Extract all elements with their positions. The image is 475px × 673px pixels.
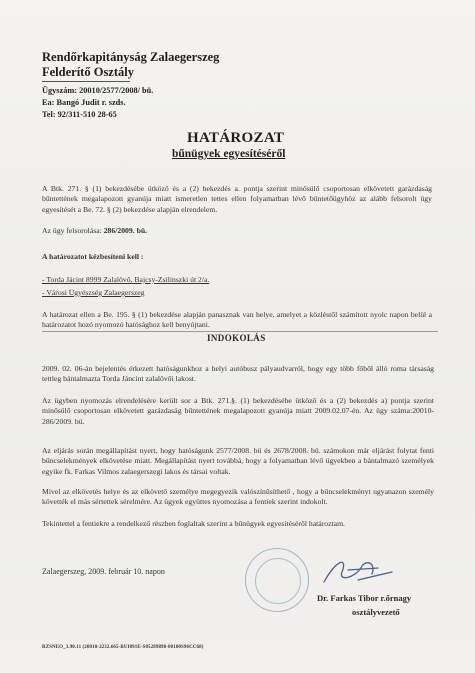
phone-number: Tel: 92/311-510 28-65 bbox=[42, 110, 117, 119]
recipient-2: - Városi Ügyészség Zalaegerszeg bbox=[42, 288, 145, 297]
intro-paragraph: A Btk. 271. § (1) bekezdésébe ütköző és a (2) bekezdés a. pontja szerint minősülő csoportosan elkövetett garázdaság bűntettének megalapozott gyanúja miatt ismeretlen tettes ellen folyamatban lévő büntetőügyhöz az alább felsorolt ügy egyesítését a Be. 72. § (2) bekezdése alapján elrendelem. bbox=[42, 184, 432, 214]
org-name: Rendőrkapitányság Zalaegerszeg bbox=[42, 50, 220, 64]
case-list-value: 286/2009. bü. bbox=[103, 226, 148, 235]
reason-paragraph-5: Tekintettel a fentiekre a rendelkező részben foglaltak szerint a bűnügyek egyesítéséről határoztam. bbox=[42, 519, 345, 528]
signer-role: osztályvezető bbox=[352, 607, 400, 617]
delivery-heading: A határozatot kézbesíteni kell : bbox=[42, 252, 144, 261]
section-divider bbox=[42, 331, 438, 332]
department-name: Felderítő Osztály bbox=[42, 65, 134, 79]
reason-paragraph-2: Az ügyben nyomozás elrendelésére került sor a Btk. 271.§. (1) bekezdésébe ütköző és a (2) bekezdés a) pontja szerint minősülő csoportosan elkövetett garázdaság bűntettének megalapozott gyanúja miatt 2009.02.07-én. Az ügy száma:20010-286/2009. bü. bbox=[42, 396, 434, 426]
appeal-paragraph: A határozat ellen a Be. 195. § (1) bekezdése alapján panasznak van helye, amelyet a közléstől számított nyolc napon belül a határozatot hozó nyomozó hatósághoz kell benyújtani. bbox=[42, 310, 432, 330]
handler: Ea: Bangó Judit r. szds. bbox=[42, 98, 126, 107]
reason-paragraph-4: Mivel az elkövetés helye és az elkövető személye megegyezik valószínűsíthető , hogy a bűncselekményt ugyanazon személy követték el más sértettek sérelmére. Az ügyek együttes nyomozása a fentiek szerint indokolt. bbox=[42, 487, 434, 507]
case-number: Ügyszám: 20010/2577/2008/ bü. bbox=[42, 86, 154, 95]
document-title: HATÁROZAT bbox=[187, 130, 285, 146]
official-stamp bbox=[245, 548, 309, 612]
reason-paragraph-1: 2009. 02. 06-án bejelentés érkezett hatóságunkhoz a helyi autóbusz pályaudvarról, hogy egy több főből álló roma társaság tettleg bántalmazta Torda Jáncint zalalövői lakost. bbox=[42, 364, 434, 384]
reason-paragraph-3: Az eljárás során megállapítást nyert, hogy hatóságunk 2577/2008. bü és 2678/2008. bü. számokon már eljárást folytat fenti bűncselekmények elkövetése miatt. Megállapítást nyert továbbá, hogy a folyamatban lévő ügyekben a bántalmazó személyek egyike fk. Farkas Vilmos zalaegerszegi lakos és társai voltak. bbox=[42, 446, 434, 476]
header-rule bbox=[42, 81, 130, 82]
footer-code: RZSNEO_3.90.11 (20010-2232.665-BUI091E-S05289898-00100S96CC68) bbox=[42, 645, 204, 650]
case-list-line bbox=[42, 226, 147, 235]
signature-scribble bbox=[318, 552, 398, 592]
document-subtitle: bűnügyek egyesítéséről bbox=[172, 148, 286, 160]
reasons-heading: INDOKOLÁS bbox=[207, 333, 266, 343]
signer-name: Dr. Farkas Tibor r.őrnagy bbox=[317, 593, 412, 603]
case-list-label: Az ügy felsorolása: bbox=[42, 226, 102, 235]
recipient-1: - Torda Jácint 8999 Zalalövő, Bajcsy-Zsilinszki út 2/a. bbox=[42, 275, 210, 284]
place-date: Zalaegerszeg, 2009. február 10. napon bbox=[42, 567, 165, 576]
